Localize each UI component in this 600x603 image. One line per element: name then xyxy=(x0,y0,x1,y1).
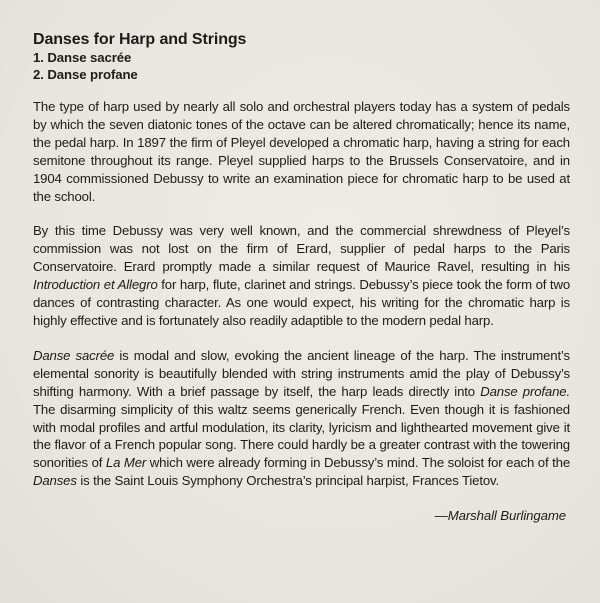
paragraph-text: is modal and slow, evoking the ancient lineage of the harp. The instrument’s elemental sonority is beautifully blended with string instruments amid the play of Debussy’s shifting harmony. With a brief passage by itself, the harp leads directly into xyxy=(33,347,570,399)
work-title-introduction-et-allegro: Introduction et Allegro xyxy=(33,277,158,293)
paragraph-text: The type of harp used by nearly all solo and orchestral players today has a system of pedals by which the seven diatonic tones of the octave can be altered chromatically; hence its name, the pedal harp. In 1897 the firm of Pleyel developed a chromatic harp, having a string for each semitone throughout its range. Pleyel supplied harps to the Brussels Conservatoire, and in 1904 commissioned Debussy to write an examination piece for chromatic harp to be used at the school. xyxy=(33,99,570,204)
movement-2: 2. Danse profane xyxy=(33,67,138,82)
paragraph-erard-commission xyxy=(33,222,570,329)
work-title-danse-sacree: Danse sacrée xyxy=(33,347,115,363)
work-title-danse-profane: Danse profane. xyxy=(480,383,571,399)
paragraph-danses-description xyxy=(33,347,570,490)
paragraph-text: for harp, flute, clarinet and strings. Debussy’s piece took the form of two dances of contrasting character. As one would expect, his writing for the chromatic harp is highly effective and is fortunately also readily adaptible to the modern pedal harp. xyxy=(33,277,571,328)
author-signature: —Marshall Burlingame xyxy=(434,508,566,524)
paragraph-text: By this time Debussy was very well known, and the commercial shrewdness of Pleyel’s commission was not lost on the firm of Erard, supplier of pedal harps to the Paris Conservatoire. Erard promptly made a similar request of Maurice Ravel, resulting in his xyxy=(33,223,570,275)
movement-1: 1. Danse sacrée xyxy=(33,50,132,65)
paragraph-text: The disarming simplicity of this waltz seems generically French. Even though it is fashioned with modal profiles and artful modulation, its clarity, lyricism and lighthearted movement give it the flavor of a French popular song. There could hardly be a greater contrast with the towering sonorities of xyxy=(33,401,570,471)
work-title-la-mer: La Mer xyxy=(105,455,147,471)
piece-title: Danses for Harp and Strings xyxy=(33,31,247,48)
paragraph-text: is the Saint Louis Symphony Orchestra’s principal harpist, Frances Tietov. xyxy=(76,473,500,489)
work-title-danses: Danses xyxy=(33,473,77,489)
paragraph-pedal-harp-history xyxy=(33,98,570,205)
movement-list xyxy=(33,49,570,83)
paragraph-text: which were already forming in Debussy’s mind. The soloist for each of the xyxy=(146,455,570,471)
